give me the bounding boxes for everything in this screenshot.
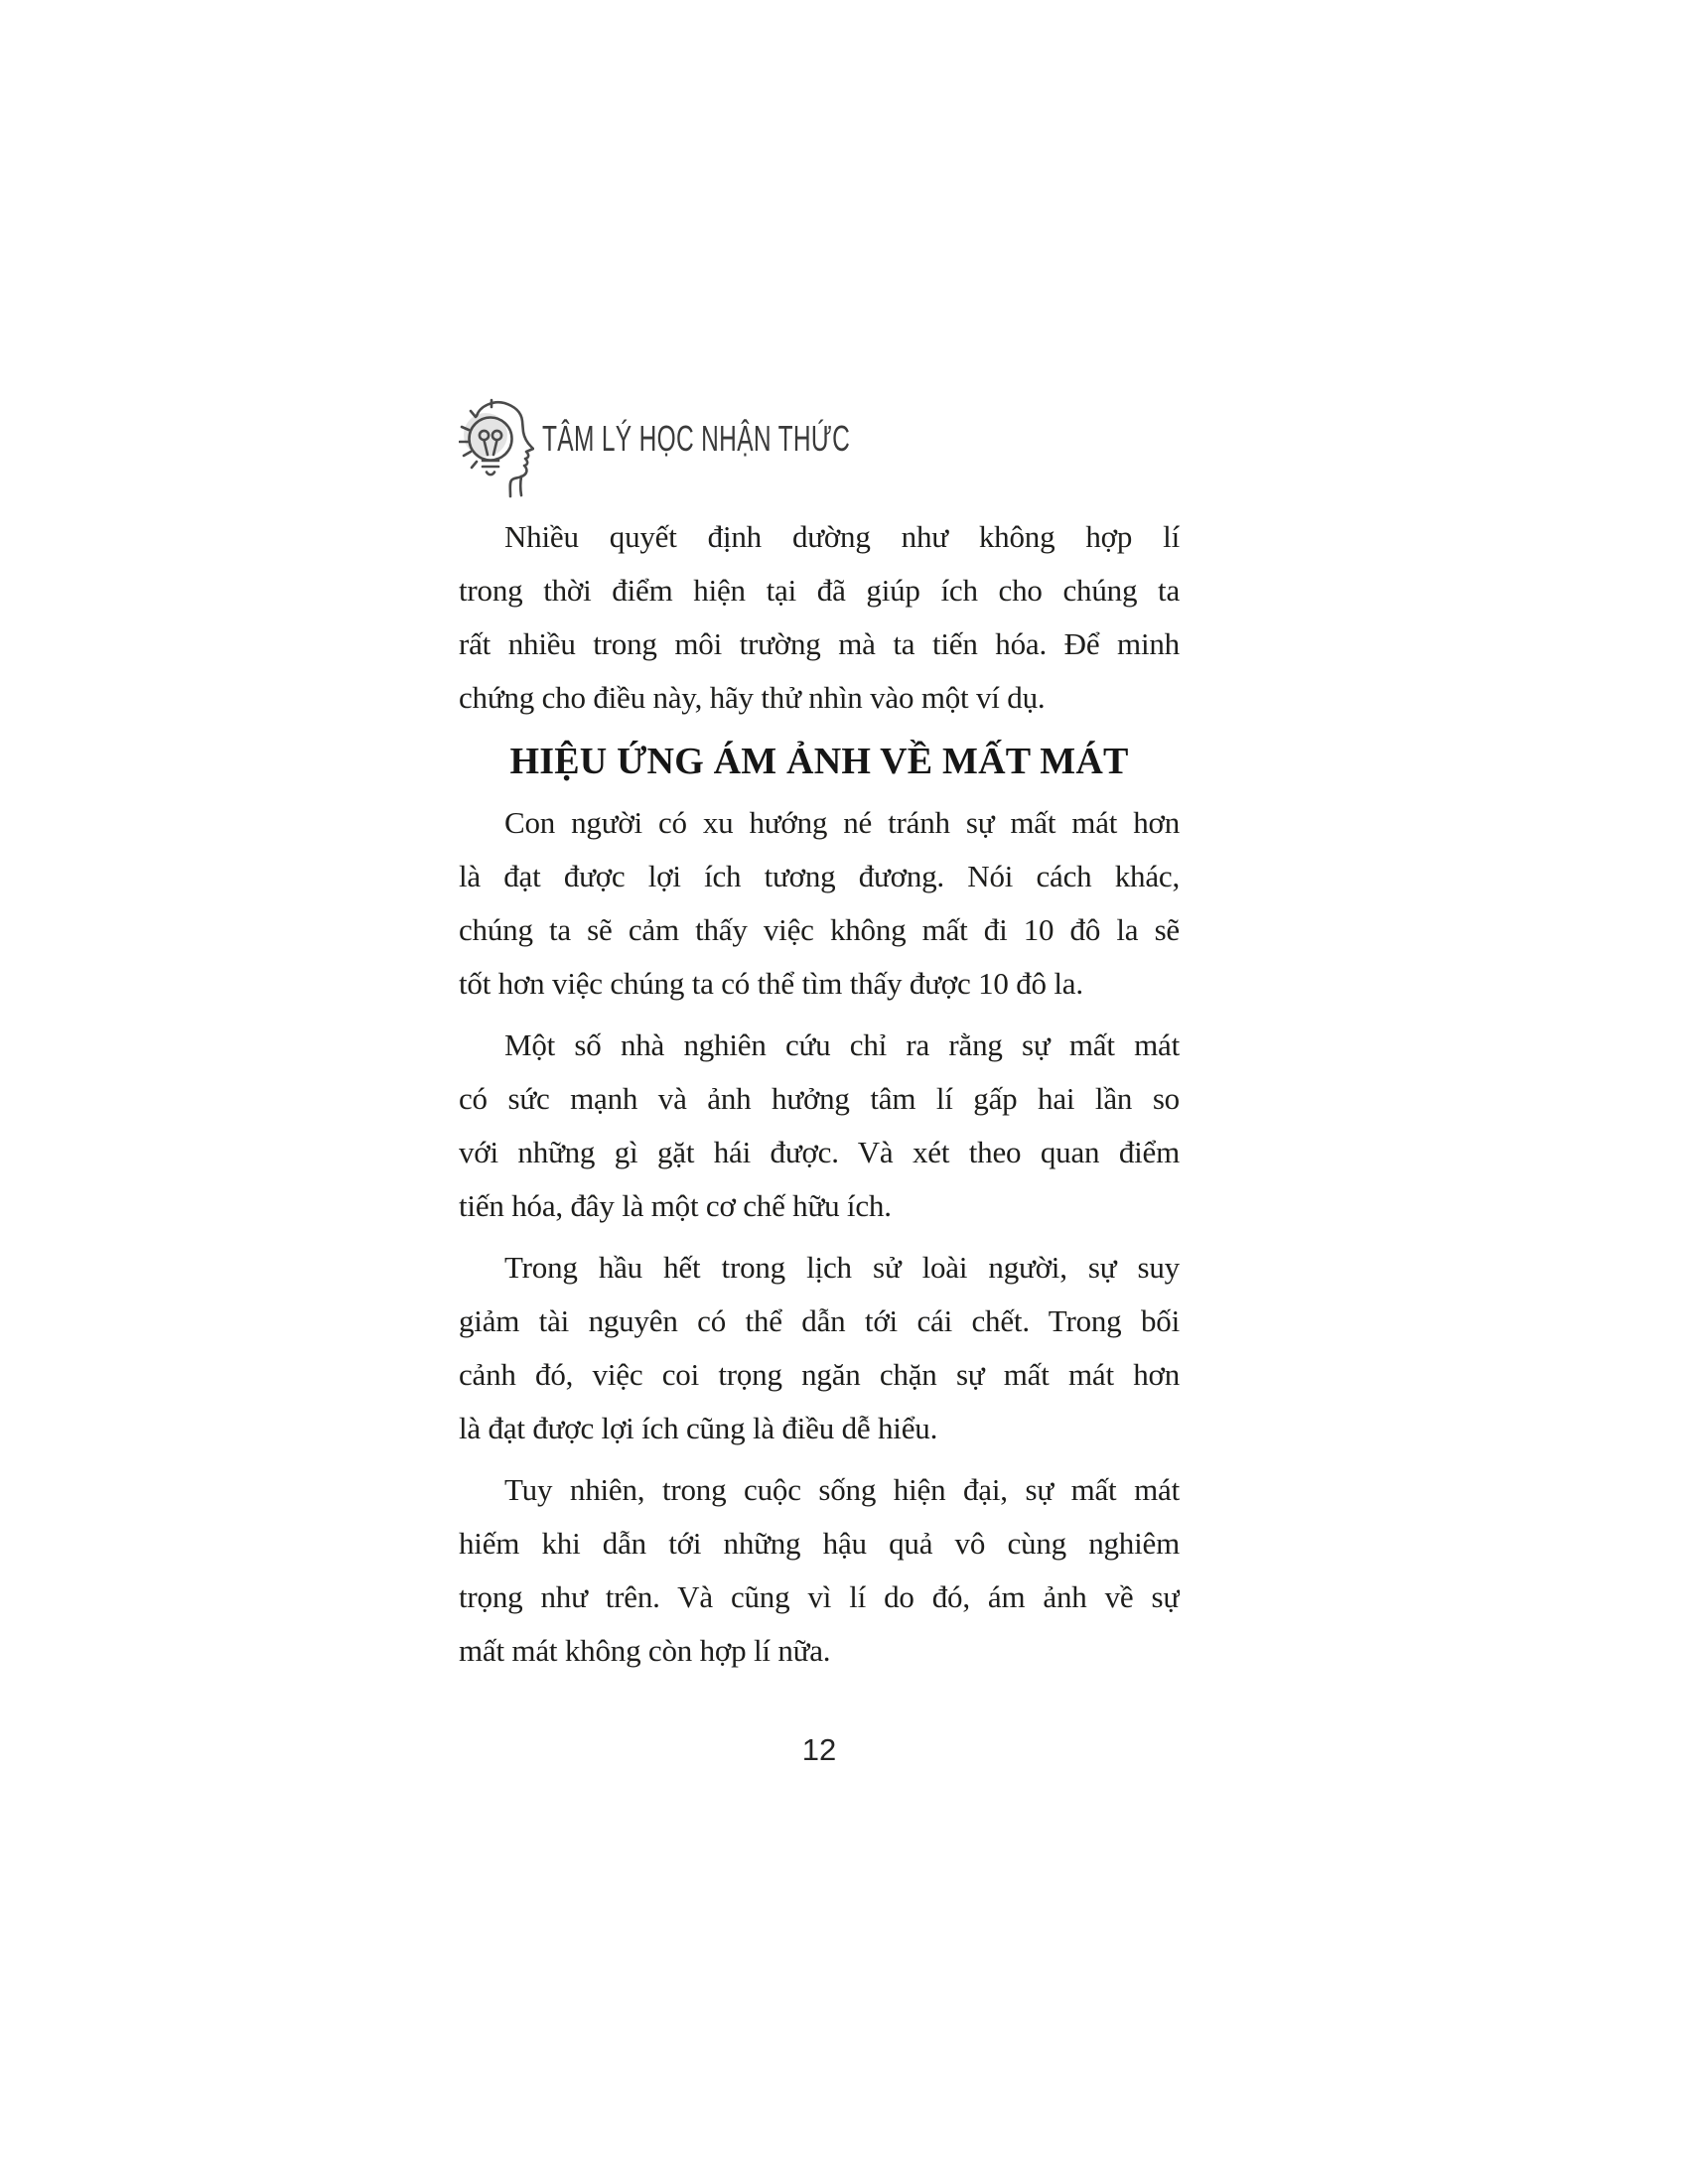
- chapter-header-label: TÂM LÝ HỌC NHẬN THỨC: [542, 418, 851, 459]
- body-line: tốt hơn việc chúng ta có thể tìm thấy được 10 đô la.: [459, 966, 1083, 1001]
- body-line: mất mát không còn hợp lí nữa.: [459, 1633, 831, 1668]
- paragraph: [459, 1463, 1180, 1678]
- body-line: trọng như trên. Và cũng vì lí do đó, ám ảnh về sự: [459, 1579, 1180, 1614]
- body-line: chúng ta sẽ cảm thấy việc không mất đi 10 đô la sẽ: [459, 912, 1180, 947]
- body-line: là đạt được lợi ích cũng là điều dễ hiểu.: [459, 1411, 938, 1445]
- paragraph: [459, 1019, 1180, 1233]
- section-heading: HIỆU ỨNG ÁM ẢNH VỀ MẤT MÁT: [509, 741, 1129, 782]
- page-number: 12: [801, 1732, 837, 1767]
- paragraph: [459, 1241, 1180, 1455]
- paragraph: [459, 796, 1180, 1011]
- body-line: có sức mạnh và ảnh hưởng tâm lí gấp hai lần so: [459, 1081, 1180, 1116]
- body-line: Con người có xu hướng né tránh sự mất mát hơn: [504, 805, 1180, 840]
- body-line: rất nhiều trong môi trường mà ta tiến hóa. Để minh: [459, 626, 1180, 661]
- body-line: Tuy nhiên, trong cuộc sống hiện đại, sự mất mát: [504, 1472, 1180, 1507]
- paragraph: [459, 510, 1180, 725]
- body-line: giảm tài nguyên có thể dẫn tới cái chết. Trong bối: [459, 1303, 1180, 1338]
- body-line: hiếm khi dẫn tới những hậu quả vô cùng nghiêm: [459, 1526, 1180, 1561]
- lightbulb-head-icon: [459, 398, 534, 499]
- body-line: là đạt được lợi ích tương đương. Nói cách khác,: [459, 859, 1180, 893]
- page-body: [459, 510, 1180, 1686]
- body-line: Một số nhà nghiên cứu chỉ ra rằng sự mất mát: [504, 1027, 1180, 1062]
- body-line: cảnh đó, việc coi trọng ngăn chặn sự mất mát hơn: [459, 1357, 1180, 1392]
- body-line: Nhiều quyết định dường như không hợp lí: [504, 519, 1180, 554]
- body-line: trong thời điểm hiện tại đã giúp ích cho chúng ta: [459, 573, 1180, 608]
- body-line: tiến hóa, đây là một cơ chế hữu ích.: [459, 1188, 892, 1223]
- body-line: với những gì gặt hái được. Và xét theo quan điểm: [459, 1135, 1180, 1169]
- body-line: chứng cho điều này, hãy thử nhìn vào một ví dụ.: [459, 680, 1046, 715]
- body-line: Trong hầu hết trong lịch sử loài người, sự suy: [504, 1250, 1180, 1285]
- chapter-header: [459, 398, 995, 499]
